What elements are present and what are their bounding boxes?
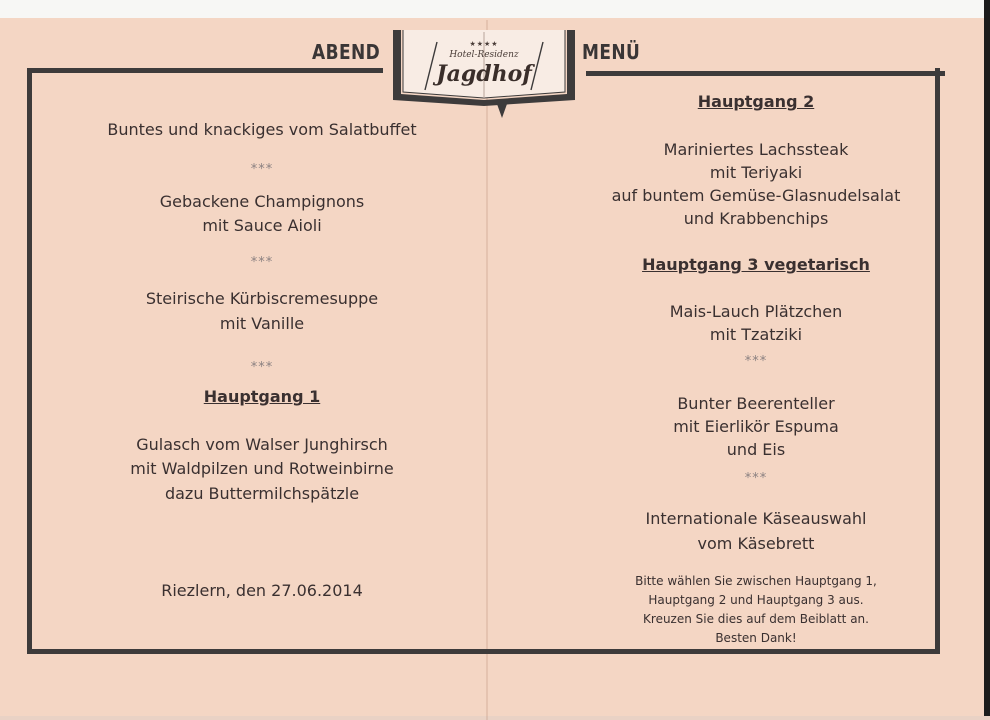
logo-stars: ★★★★ [469, 40, 499, 48]
separator-stars: *** [250, 162, 274, 177]
mushroom-item-line2: mit Sauce Aioli [202, 216, 322, 235]
selection-note-line4: Besten Dank! [715, 631, 797, 645]
dessert-line2: mit Eierlikör Espuma [673, 417, 839, 436]
heading-main-course-2: Hauptgang 2 [697, 92, 815, 111]
left-column [60, 0, 464, 720]
right-column [560, 0, 952, 720]
soup-item-line1: Steirische Kürbiscremesuppe [145, 289, 379, 308]
soup-item-line2: mit Vanille [219, 314, 305, 333]
heading-main-course-1: Hauptgang 1 [203, 387, 321, 406]
main2-line3: auf buntem Gemüse-Glasnudelsalat [611, 186, 901, 205]
salad-item: Buntes und knackiges vom Salatbuffet [107, 120, 417, 139]
main1-line3: dazu Buttermilchspätzle [164, 484, 360, 503]
selection-note-line1: Bitte wählen Sie zwischen Hauptgang 1, [635, 574, 877, 588]
cheese-line1: Internationale Käseauswahl [645, 509, 867, 528]
main1-line1: Gulasch vom Walser Junghirsch [136, 435, 388, 454]
cheese-line2: vom Käsebrett [697, 534, 815, 553]
header-left-word: ABEND [312, 40, 381, 64]
selection-note-line2: Hauptgang 2 und Hauptgang 3 aus. [648, 593, 864, 607]
logo-name: Jagdhof [436, 61, 532, 87]
scan-right-edge [984, 0, 990, 720]
main1-line2: mit Waldpilzen und Rotweinbirne [130, 459, 394, 478]
separator-stars: *** [744, 354, 768, 369]
main2-line2: mit Teriyaki [709, 163, 803, 182]
main3-line1: Mais-Lauch Plätzchen [669, 302, 843, 321]
main2-line1: Mariniertes Lachssteak [663, 140, 849, 159]
logo-subtitle: Hotel-Residenz [449, 50, 519, 60]
separator-stars: *** [250, 360, 274, 375]
dessert-line3: und Eis [726, 440, 786, 459]
selection-note-line3: Kreuzen Sie dies auf dem Beiblatt an. [643, 612, 869, 626]
heading-main-course-3: Hauptgang 3 vegetarisch [642, 255, 870, 274]
separator-stars: *** [250, 255, 274, 270]
place-date: Riezlern, den 27.06.2014 [161, 581, 363, 600]
main2-line4: und Krabbenchips [683, 209, 829, 228]
header-right-word: MENÜ [582, 40, 641, 64]
main3-line2: mit Tzatziki [709, 325, 803, 344]
dessert-line1: Bunter Beerenteller [677, 394, 835, 413]
separator-stars: *** [744, 471, 768, 486]
mushroom-item-line1: Gebackene Champignons [159, 192, 365, 211]
